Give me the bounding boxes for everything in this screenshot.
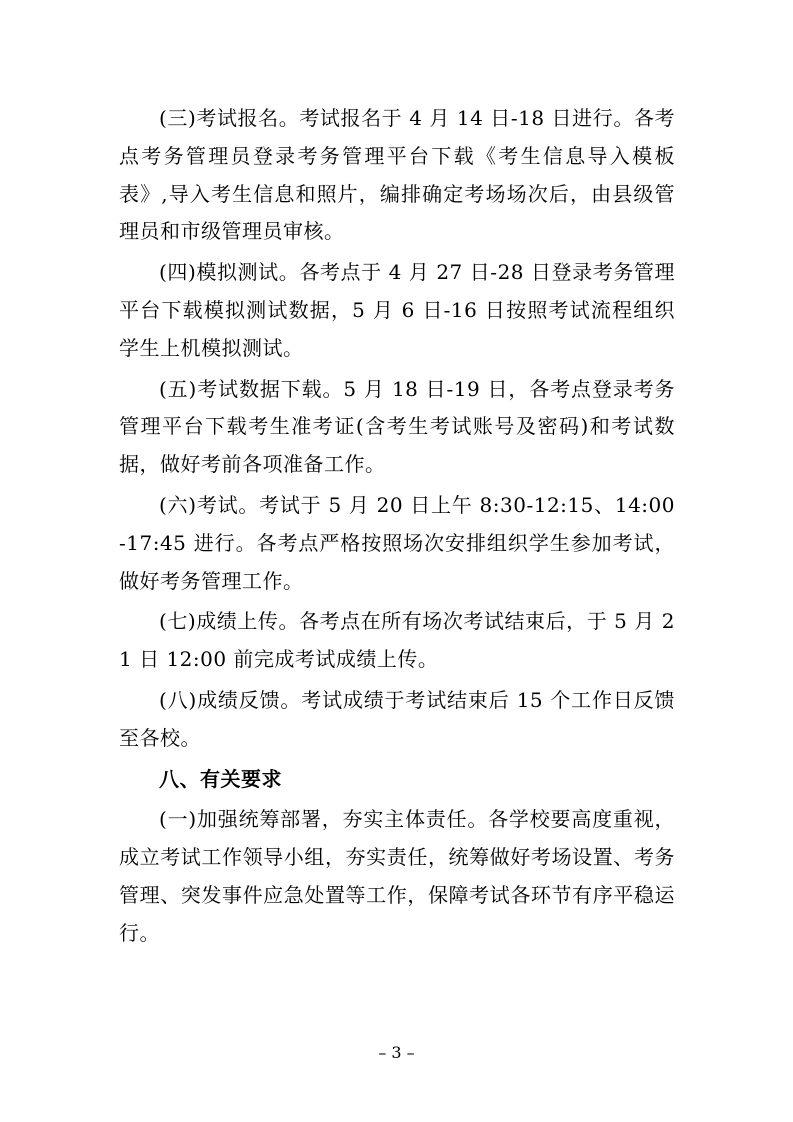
section-heading-requirements: 八、有关要求 [159,766,282,791]
paragraph-score-feedback: (八)成绩反馈。考试成绩于考试结束后 15 个工作日反馈至各校。 [119,687,675,750]
page-number: – 3 – [378,1043,415,1062]
paragraph-exam-data-download: (五)考试数据下载。5 月 18 日-19 日，各考点登录考务管理平台下载考生准考证(含考生考试账号及密码)和考试数据，做好考前各项准备工作。 [119,376,675,477]
paragraph-exam-registration: (三)考试报名。考试报名于 4 月 14 日-18 日进行。各考点考务管理员登录考务管理平台下载《考生信息导入模板表》,导入考生信息和照片，编排确定考场场次后，由县级管理员和市级管理员审核。 [119,106,675,244]
paragraph-coordination: (一)加强统筹部署，夯实主体责任。各学校要高度重视，成立考试工作领导小组，夯实责任，统筹做好考场设置、考务管理、突发事件应急处置等工作，保障考试各环节有序平稳运行。 [119,807,675,945]
paragraph-exam: (六)考试。考试于 5 月 20 日上午 8:30-12:15、14:00-17:45 进行。各考点严格按照场次安排组织学生参加考试，做好考务管理工作。 [119,492,675,593]
paragraph-mock-test: (四)模拟测试。各考点于 4 月 27 日-28 日登录考务管理平台下载模拟测试数据，5 月 6 日-16 日按照考试流程组织学生上机模拟测试。 [119,260,675,360]
document-body [119,100,675,956]
paragraph-score-upload: (七)成绩上传。各考点在所有场次考试结束后，于 5 月 21 日 12:00 前完成考试成绩上传。 [119,609,675,672]
